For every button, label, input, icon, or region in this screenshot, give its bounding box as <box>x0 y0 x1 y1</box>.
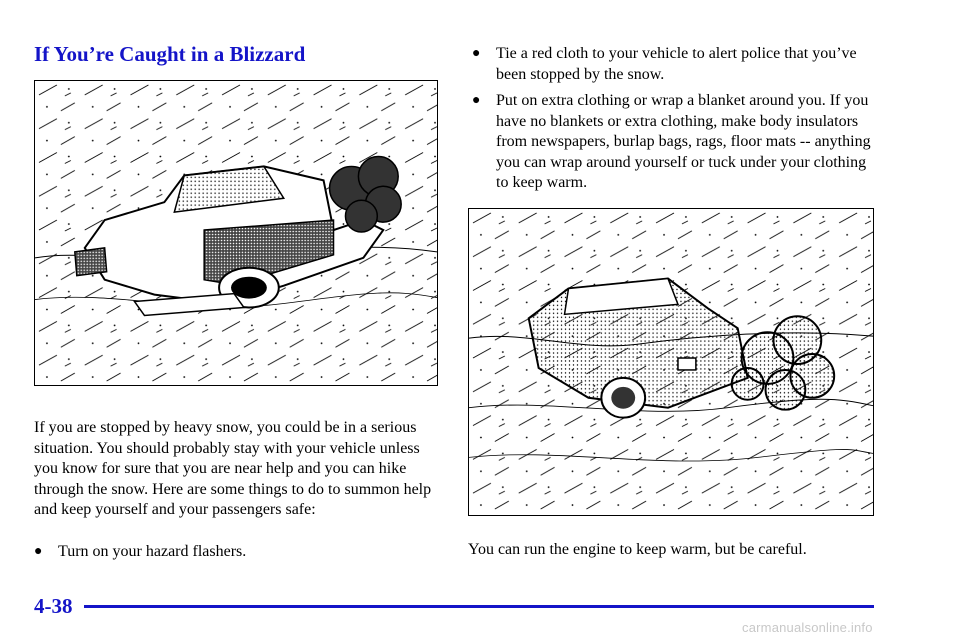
page-number: 4-38 <box>34 594 73 618</box>
bullet-text: Turn on your hazard flashers. <box>58 543 247 560</box>
buried-car-illustration <box>468 208 874 516</box>
bullet-item-hazard-flashers <box>34 542 442 563</box>
bullet-item-red-cloth <box>472 44 882 85</box>
bullet-icon: ● <box>472 93 481 108</box>
bullet-text: Put on extra clothing or wrap a blanket around you. If you have no blankets or extra clothing, make body insulators from newspapers, burlap bags, rags, floor mats -- anything you can wrap around yourself or tuck under your clothing to keep warm. <box>496 92 871 191</box>
bullet-icon: ● <box>472 46 481 61</box>
blizzard-intro-paragraph: If you are stopped by heavy snow, you could be in a serious situation. You should probably stay with your vehicle unless you know for sure that you are near help and you can hike through the snow. Here are some things to do to summon help and keep yourself and your passengers safe: <box>34 419 432 518</box>
bullet-text: Tie a red cloth to your vehicle to alert police that you’ve been stopped by the snow. <box>496 45 857 83</box>
blizzard-car-illustration <box>34 80 438 386</box>
section-title: If You’re Caught in a Blizzard <box>34 42 306 66</box>
bullet-item-extra-clothing <box>472 91 882 194</box>
engine-warm-paragraph: You can run the engine to keep warm, but be careful. <box>468 541 807 558</box>
footer-rule <box>84 605 874 608</box>
blizzard-car-drawing <box>35 81 437 385</box>
bullet-icon: ● <box>34 544 43 559</box>
buried-car-drawing <box>469 209 873 515</box>
footer-brand-watermark: carmanualsonline.info <box>742 620 873 635</box>
